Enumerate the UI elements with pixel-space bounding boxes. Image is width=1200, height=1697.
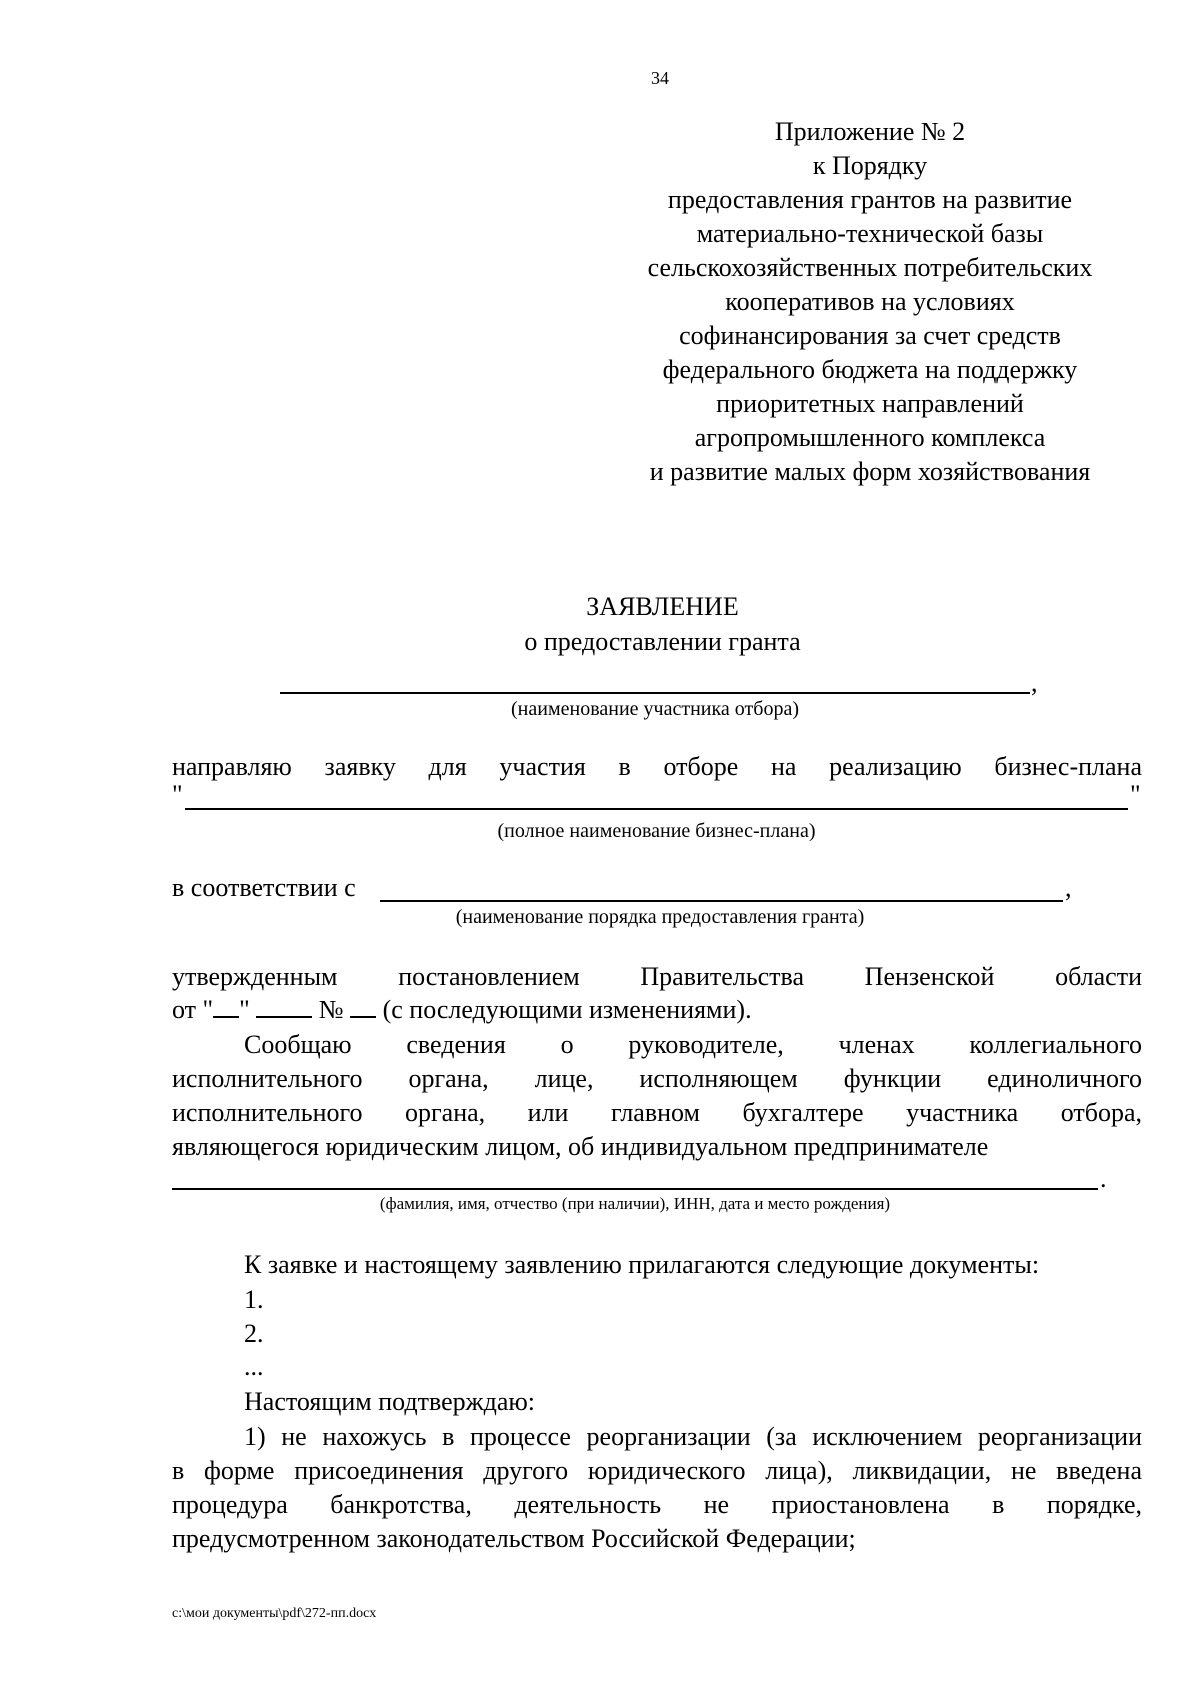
person-details-line	[172, 1188, 1098, 1190]
date-prefix: от "	[172, 995, 214, 1024]
info-text-line: исполнительного органа, или главном бухгалтере участника отбора,	[172, 1098, 1142, 1127]
appendix-heading	[600, 115, 1140, 489]
confirm-text-line: в форме присоединения другого юридического лица), ликвидации, не введена	[172, 1456, 1142, 1485]
appendix-line: материально-технической базы	[696, 219, 1044, 248]
number-blank	[350, 994, 376, 1018]
month-blank	[256, 994, 312, 1018]
application-text-line: направляю заявку для участия в отборе на реализацию бизнес-плана	[172, 752, 1142, 781]
attachment-item: 2.	[244, 1319, 264, 1348]
person-details-suffix: .	[1100, 1164, 1107, 1193]
attachments-intro: К заявке и настоящему заявлению прилагаются следующие документы:	[244, 1250, 1040, 1279]
grant-procedure-caption: (наименование порядка предоставления гранта)	[455, 906, 865, 928]
confirm-text-line: процедура банкротства, деятельность не приостановлена в порядке,	[172, 1490, 1142, 1519]
business-plan-name-line	[185, 808, 1128, 810]
business-plan-name-caption: (полное наименование бизнес-плана)	[497, 820, 816, 842]
amendments-text: (с последующими изменениями).	[382, 995, 752, 1024]
document-subtitle: о предоставлении гранта	[524, 627, 801, 656]
info-text-line: являющегося юридическим лицом, об индивидуальном предпринимателе	[172, 1132, 989, 1161]
in-accordance-prefix: в соответствии с	[172, 873, 356, 902]
date-line	[172, 994, 752, 1025]
grant-procedure-suffix: ,	[1065, 873, 1072, 902]
attachment-item: ...	[244, 1352, 264, 1381]
appendix-line: предоставления грантов на развитие	[667, 185, 1073, 214]
info-text-line: исполнительного органа, лице, исполняющем функции единоличного	[172, 1064, 1142, 1093]
appendix-line: сельскохозяйственных потребительских	[647, 253, 1093, 282]
participant-name-caption: (наименование участника отбора)	[511, 698, 799, 720]
date-quote: "	[239, 995, 250, 1024]
grant-procedure-line	[380, 900, 1063, 902]
page-number: 34	[651, 68, 669, 88]
appendix-line: и развитие малых форм хозяйствования	[649, 457, 1091, 486]
appendix-line: федерального бюджета на поддержку	[662, 355, 1078, 384]
quote-close: "	[1130, 780, 1141, 809]
confirm-text-line: предусмотренном законодательством Российской Федерации;	[172, 1524, 856, 1553]
appendix-line: софинансирования за счет средств	[679, 321, 1061, 350]
appendix-line: к Порядку	[812, 151, 928, 180]
approved-text-line: утвержденным постановлением Правительства Пензенской области	[172, 962, 1142, 991]
quote-open: "	[172, 780, 183, 809]
participant-name-suffix: ,	[1031, 668, 1038, 697]
day-blank	[213, 994, 239, 1018]
appendix-line: Приложение № 2	[774, 117, 966, 146]
number-sign: №	[318, 995, 344, 1024]
info-text-line: Сообщаю сведения о руководителе, членах коллегиального	[244, 1030, 1142, 1059]
confirm-intro: Настоящим подтверждаю:	[244, 1387, 536, 1416]
file-path-footer: c:\мои документы\pdf\272-пп.docx	[172, 1606, 377, 1621]
participant-name-line	[280, 692, 1030, 694]
appendix-line: приоритетных направлений	[716, 389, 1024, 418]
appendix-line: кооперативов на условиях	[725, 287, 1015, 316]
person-details-caption: (фамилия, имя, отчество (при наличии), ИНН, дата и место рождения)	[379, 1194, 891, 1213]
document-title: ЗАЯВЛЕНИЕ	[586, 592, 739, 621]
attachment-item: 1.	[244, 1285, 264, 1314]
appendix-line: агропромышленного комплекса	[694, 423, 1046, 452]
confirm-text-line: 1) не нахожусь в процессе реорганизации (за исключением реорганизации	[244, 1422, 1142, 1451]
